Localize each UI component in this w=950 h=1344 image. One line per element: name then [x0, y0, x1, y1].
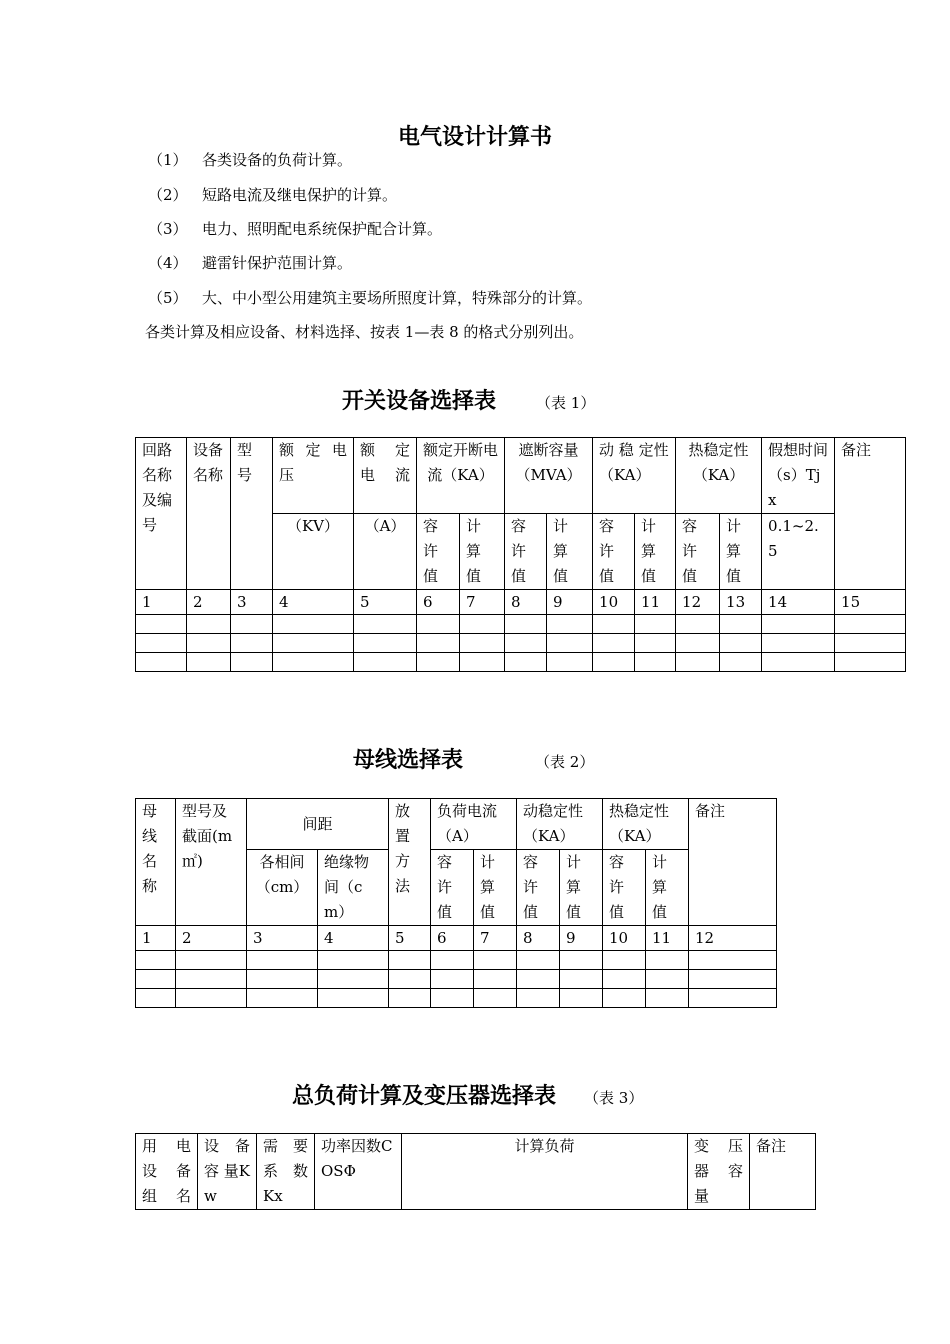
list-item-text: 各类设备的负荷计算。 [202, 151, 353, 169]
list-item-number: （1） [148, 151, 188, 169]
total-load-table [135, 1133, 816, 1210]
rated-voltage-header: 额 定 电压 [273, 438, 354, 514]
column-number-row [136, 926, 777, 951]
list-item-text: 短路电流及继电保护的计算。 [202, 186, 398, 204]
table2-title: 母线选择表 [353, 747, 464, 773]
table-row [136, 951, 777, 970]
column-number: 2 [187, 590, 231, 615]
column-number: 3 [231, 590, 273, 615]
device-name-header: 设备名称 [187, 438, 231, 590]
calculated-value-header: 计算值 [547, 514, 593, 590]
column-number: 4 [318, 926, 389, 951]
list-item [148, 218, 442, 240]
table1-heading [342, 385, 595, 419]
column-number: 9 [560, 926, 603, 951]
phase-spacing-header: 各相间（cm） [247, 850, 318, 926]
table1-title: 开关设备选择表 [342, 388, 497, 414]
breaking-capacity-header: 遮断容量（MVA） [505, 438, 593, 514]
column-number: 4 [273, 590, 354, 615]
calculated-value-header: 计算值 [635, 514, 676, 590]
equipment-capacity-header: 设 备容 量Kw [198, 1134, 257, 1210]
table-row [136, 634, 906, 653]
dynamic-stability-header: 动稳定性（KA） [517, 799, 603, 850]
thermal-stability-header: 热稳定性（KA） [603, 799, 689, 850]
time-range: 0.1~2.5 [762, 514, 835, 590]
list-item-number: （3） [148, 220, 188, 238]
insulation-spacing-header: 绝缘物间（cm） [318, 850, 389, 926]
column-number: 13 [720, 590, 762, 615]
power-factor-header: 功率因数COSΦ [315, 1134, 402, 1210]
column-number: 10 [603, 926, 646, 951]
model-header: 型号 [231, 438, 273, 590]
column-number: 7 [474, 926, 517, 951]
column-number: 1 [136, 590, 187, 615]
list-item-text: 电力、照明配电系统保护配合计算。 [202, 220, 443, 238]
allowed-value-header: 容许值 [603, 850, 646, 926]
allowed-value-header: 容许值 [431, 850, 474, 926]
voltage-unit: （KV） [273, 514, 354, 590]
rated-current-header: 额 定 电流 [354, 438, 417, 514]
column-number: 15 [835, 590, 906, 615]
column-number: 8 [517, 926, 560, 951]
allowed-value-header: 容许值 [593, 514, 635, 590]
table3-heading [292, 1080, 643, 1114]
column-number: 8 [505, 590, 547, 615]
remark-header: 备注 [835, 438, 906, 590]
table-row [136, 970, 777, 989]
spacing-header: 间距 [247, 799, 389, 850]
calculated-value-header: 计算值 [720, 514, 762, 590]
column-number: 11 [646, 926, 689, 951]
calculated-value-header: 计算值 [474, 850, 517, 926]
busbar-model-header: 型号及截面(m㎡) [176, 799, 247, 926]
busbar-name-header: 母线名称 [136, 799, 176, 926]
remark-header: 备注 [750, 1134, 816, 1210]
breaking-current-header: 额定开断电 流（KA） [417, 438, 505, 514]
equipment-group-header: 用 电设 备组 名 [136, 1134, 198, 1210]
table-row [136, 615, 906, 634]
busbar-table [135, 798, 777, 1008]
allowed-value-header: 容许值 [676, 514, 720, 590]
dynamic-stability-header: 动 稳 定性（KA） [593, 438, 676, 514]
calculated-value-header: 计算值 [646, 850, 689, 926]
allowed-value-header: 容许值 [517, 850, 560, 926]
list-item [148, 149, 352, 171]
table1-tag: （表 1） [536, 394, 596, 412]
column-number: 12 [689, 926, 777, 951]
remark-header: 备注 [689, 799, 777, 926]
table2-heading [353, 744, 594, 778]
current-unit: （A） [354, 514, 417, 590]
column-number: 5 [354, 590, 417, 615]
calculated-value-header: 计算值 [560, 850, 603, 926]
table3-title: 总负荷计算及变压器选择表 [292, 1083, 557, 1109]
switchgear-table [135, 437, 906, 672]
list-item [148, 184, 397, 206]
list-item-number: （5） [148, 289, 188, 307]
table2-tag: （表 2） [535, 753, 595, 771]
column-number: 12 [676, 590, 720, 615]
calculated-value-header: 计算值 [460, 514, 505, 590]
calculated-load-header: 计算负荷 [402, 1134, 688, 1210]
column-number-row [136, 590, 906, 615]
format-note: 各类计算及相应设备、材料选择、按表 1—表 8 的格式分别列出。 [145, 323, 584, 341]
load-current-header: 负荷电流（A） [431, 799, 517, 850]
column-number: 5 [389, 926, 431, 951]
list-item [148, 252, 352, 274]
document-title: 电气设计计算书 [397, 124, 552, 150]
column-number: 1 [136, 926, 176, 951]
list-item [148, 287, 592, 309]
loop-name-header: 回路名称及编号 [136, 438, 187, 590]
list-item-text: 大、中小型公用建筑主要场所照度计算，特殊部分的计算。 [202, 289, 593, 307]
placement-method-header: 放置方法 [389, 799, 431, 926]
allowed-value-header: 容许值 [417, 514, 460, 590]
column-number: 9 [547, 590, 593, 615]
demand-factor-header: 需 要系 数Kx [257, 1134, 315, 1210]
column-number: 11 [635, 590, 676, 615]
list-item-number: （2） [148, 186, 188, 204]
table-row [136, 653, 906, 672]
list-item-text: 避雷针保护范围计算。 [202, 254, 353, 272]
thermal-stability-header: 热稳定性（KA） [676, 438, 762, 514]
allowed-value-header: 容许值 [505, 514, 547, 590]
table3-tag: （表 3） [584, 1089, 644, 1107]
column-number: 2 [176, 926, 247, 951]
column-number: 3 [247, 926, 318, 951]
column-number: 6 [417, 590, 460, 615]
table-row [136, 989, 777, 1008]
list-item-number: （4） [148, 254, 188, 272]
assumed-time-header: 假想时间（s）Tjx [762, 438, 835, 514]
column-number: 6 [431, 926, 474, 951]
column-number: 10 [593, 590, 635, 615]
column-number: 14 [762, 590, 835, 615]
column-number: 7 [460, 590, 505, 615]
transformer-capacity-header: 变 压器 容量 [688, 1134, 750, 1210]
